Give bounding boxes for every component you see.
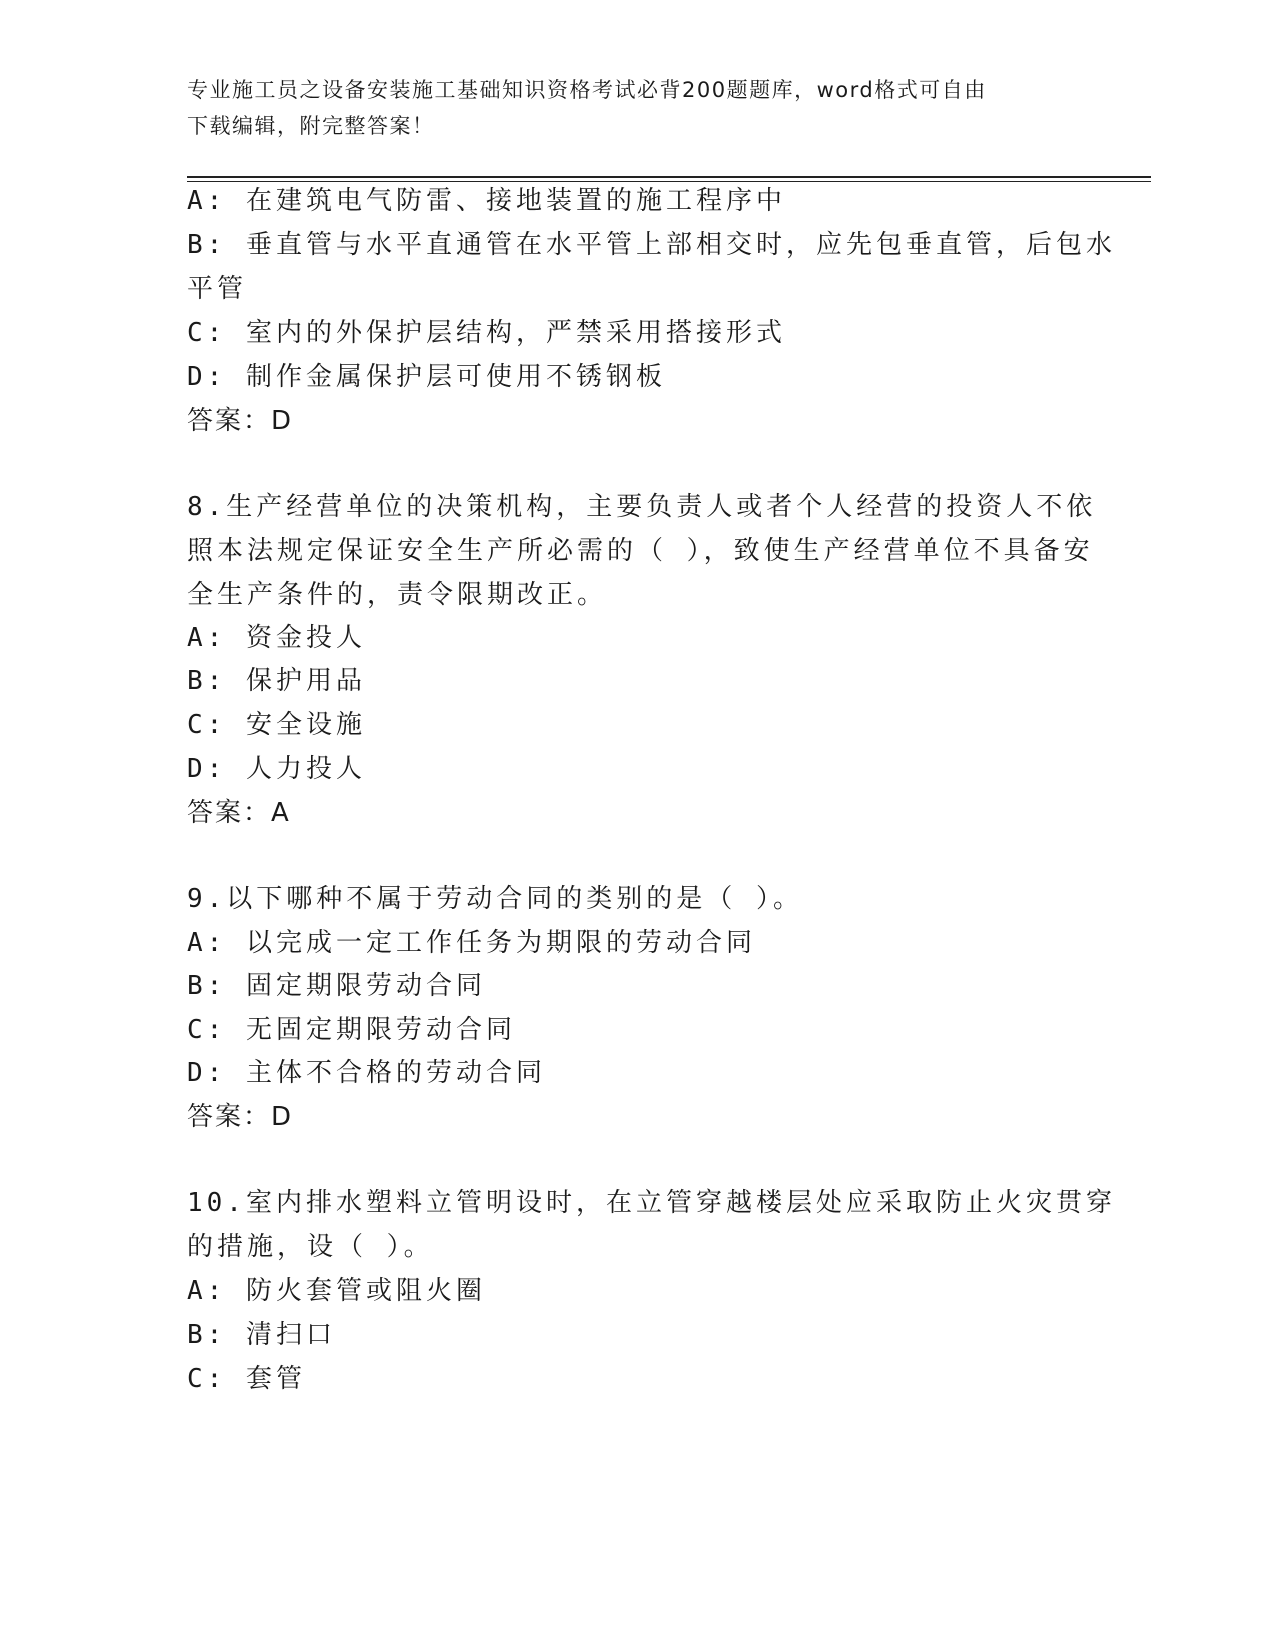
q7-option-b-line1: B: 垂直管与水平直通管在水平管上部相交时，应先包垂直管，后包水 — [187, 230, 1116, 260]
q9-option-c: C: 无固定期限劳动合同 — [187, 1015, 516, 1045]
q10-stem-line2: 的措施，设（ ）。 — [187, 1232, 434, 1262]
q7-option-a: A: 在建筑电气防雷、接地装置的施工程序中 — [187, 186, 786, 216]
header-line-1: 专业施工员之设备安装施工基础知识资格考试必背200题题库，word格式可自由 — [187, 78, 987, 102]
q8-stem-line1: 8.生产经营单位的决策机构，主要负责人或者个人经营的投资人不依 — [187, 492, 1097, 522]
q10-stem-line1: 10.室内排水塑料立管明设时，在立管穿越楼层处应采取防止火灾贯穿 — [187, 1188, 1116, 1218]
q7-answer: 答案：D — [187, 406, 294, 436]
q9-stem-line1: 9.以下哪种不属于劳动合同的类别的是（ ）。 — [187, 884, 803, 914]
header-line-2: 下载编辑，附完整答案！ — [187, 114, 435, 138]
q8-option-b: B: 保护用品 — [187, 666, 366, 696]
header-divider-thick — [187, 176, 1151, 178]
q9-answer: 答案：D — [187, 1102, 294, 1132]
q10-option-b: B: 清扫口 — [187, 1320, 336, 1350]
q9-option-a: A: 以完成一定工作任务为期限的劳动合同 — [187, 928, 756, 958]
q8-stem-line3: 全生产条件的，责令限期改正。 — [187, 580, 608, 610]
q10-option-a: A: 防火套管或阻火圈 — [187, 1276, 486, 1306]
q8-option-a: A: 资金投人 — [187, 623, 366, 653]
q7-option-d: D: 制作金属保护层可使用不锈钢板 — [187, 362, 666, 392]
q10-option-c: C: 套管 — [187, 1364, 306, 1394]
q8-stem-line2: 照本法规定保证安全生产所必需的（ ），致使生产经营单位不具备安 — [187, 536, 1094, 566]
q7-option-c: C: 室内的外保护层结构，严禁采用搭接形式 — [187, 318, 786, 348]
document-header — [187, 72, 1067, 144]
header-divider-thin — [187, 181, 1151, 182]
q8-answer: 答案：A — [187, 798, 291, 828]
q9-option-b: B: 固定期限劳动合同 — [187, 971, 486, 1001]
q7-option-b-line2: 平管 — [187, 274, 248, 304]
q9-option-d: D: 主体不合格的劳动合同 — [187, 1058, 546, 1088]
q8-option-d: D: 人力投人 — [187, 754, 366, 784]
q8-option-c: C: 安全设施 — [187, 710, 366, 740]
